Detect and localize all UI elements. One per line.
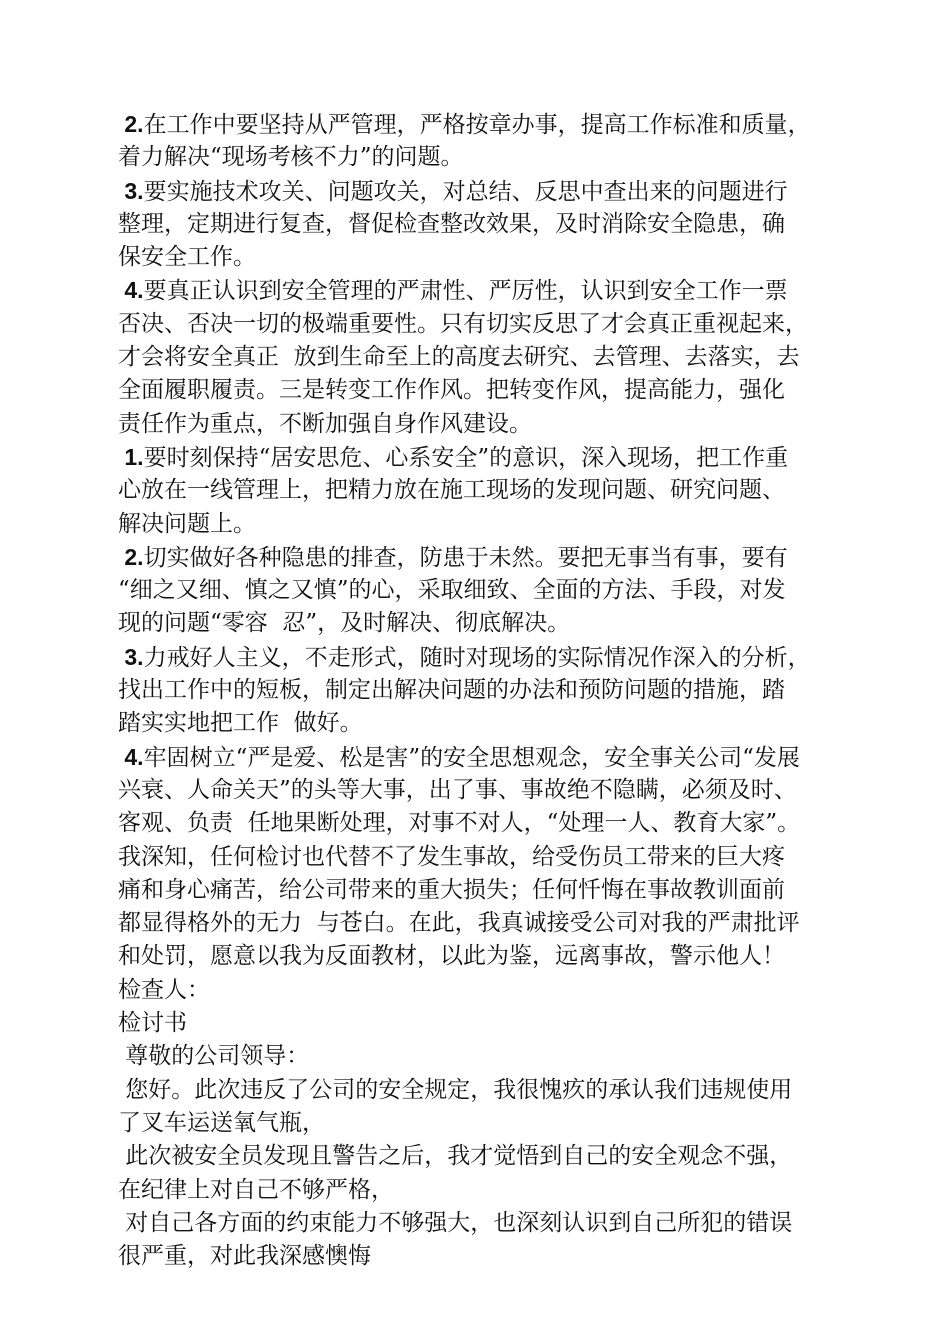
line-text: 力戒好人主义，不走形式，随时对现场的实际情况作深入的分析， (143, 644, 811, 671)
text-line (118, 308, 858, 341)
text-line (118, 141, 858, 174)
line-text: 才会将安全真正 放到生命至上的高度去研究、去管理、去落实，去 (118, 344, 800, 371)
text-line (118, 408, 858, 441)
item-number: 2. (118, 111, 144, 137)
text-line (118, 1140, 858, 1173)
text-line (118, 1240, 858, 1273)
line-text: 您好。此次违反了公司的安全规定，我很愧疚的承认我们违规使用 (118, 1076, 793, 1103)
text-line (118, 441, 858, 474)
text-line (118, 374, 858, 407)
line-text: 对自己各方面的约束能力不够强大，也深刻认识到自己所犯的错误 (118, 1209, 793, 1236)
text-line (118, 741, 858, 774)
line-text: 很严重，对此我深感懊悔 (118, 1243, 371, 1270)
line-text: 切实做好各种隐患的排查，防患于未然。要把无事当有事，要有 (143, 544, 788, 571)
text-line (118, 641, 858, 674)
text-line (118, 674, 858, 707)
text-line (118, 774, 858, 807)
item-number: 2. (118, 543, 144, 570)
text-line (118, 1040, 858, 1073)
line-text: 检讨书 (118, 1010, 187, 1037)
line-text: 都显得格外的无力 与苍白。在此，我真诚接受公司对我的严肃批评 (118, 910, 800, 937)
line-text: 要真正认识到安全管理的严肃性、严厉性，认识到安全工作一票 (143, 278, 788, 305)
text-line (118, 907, 858, 940)
text-line (118, 241, 858, 274)
text-line (118, 1007, 858, 1040)
line-text: 兴衰、人命关天”的头等大事，出了事、事故绝不隐瞒，必须及时、 (118, 776, 797, 803)
text-line (118, 1074, 858, 1107)
item-number: 3. (118, 177, 144, 204)
text-line (118, 175, 858, 208)
line-text: 要时刻保持“居安思危、心系安全”的意识，深入现场，把工作重 (143, 444, 789, 471)
line-text: 尊敬的公司领导： (118, 1043, 310, 1070)
line-text: 踏实实地把工作 做好。 (118, 710, 363, 737)
line-text: 我深知，任何检讨也代替不了发生事故，给受伤员工带来的巨大疼 (118, 843, 785, 870)
line-text: 检查人： (118, 976, 210, 1003)
line-text: 现的问题“零容 忍”，及时解决、彻底解决。 (118, 610, 571, 637)
text-line (118, 707, 858, 740)
line-text: 责任作为重点，不断加强自身作风建设。 (118, 410, 532, 437)
line-text: 牢固树立“严是爱、松是害”的安全思想观念，安全事关公司“发展 (143, 744, 800, 771)
line-text: 心放在一线管理上，把精力放在施工现场的发现问题、研究问题、 (118, 477, 785, 504)
line-text: 整理，定期进行复查，督促检查整改效果，及时消除安全隐患，确 (118, 210, 785, 237)
line-text: 否决、否决一切的极端重要性。只有切实反思了才会真正重视起来， (118, 310, 808, 337)
line-text: 找出工作中的短板，制定出解决问题的办法和预防问题的措施，踏 (118, 677, 785, 704)
text-line (118, 1174, 858, 1207)
text-line (118, 541, 858, 574)
line-text: 和处罚，愿意以我为反面教材，以此为鉴，远离事故，警示他人！ (118, 943, 785, 970)
item-number: 1. (118, 443, 144, 470)
line-text: 保安全工作。 (118, 244, 256, 271)
text-line (118, 274, 858, 307)
line-text: 在工作中要坚持从严管理，严格按章办事，提高工作标准和质量， (143, 112, 811, 138)
text-line (118, 108, 858, 141)
line-text: 此次被安全员发现且警告之后，我才觉悟到自己的安全观念不强， (118, 1143, 793, 1170)
text-line (118, 607, 858, 640)
text-line (118, 1107, 858, 1140)
line-text: 了叉车运送氧气瓶， (118, 1109, 325, 1136)
document-body (118, 108, 858, 1273)
text-line (118, 940, 858, 973)
text-line (118, 474, 858, 507)
line-text: 要实施技术攻关、问题攻关，对总结、反思中查出来的问题进行 (143, 178, 788, 205)
item-number: 4. (118, 277, 144, 304)
text-line (118, 208, 858, 241)
line-text: 在纪律上对自己不够严格， (118, 1176, 394, 1203)
line-text: “细之又细、慎之又慎”的心，采取细致、全面的方法、手段，对发 (118, 577, 786, 604)
line-text: 客观、负责 任地果断处理，对事不对人，“处理一人、教育大家”。 (118, 810, 801, 837)
text-line (118, 874, 858, 907)
text-line (118, 508, 858, 541)
text-line (118, 841, 858, 874)
item-number: 4. (118, 743, 144, 770)
text-line (118, 341, 858, 374)
item-number: 3. (118, 643, 144, 670)
line-text: 痛和身心痛苦，给公司带来的重大损失；任何忏悔在事故教训面前 (118, 876, 785, 903)
text-line (118, 974, 858, 1007)
text-line (118, 807, 858, 840)
line-text: 着力解决“现场考核不力”的问题。 (118, 144, 464, 171)
text-line (118, 574, 858, 607)
text-line (118, 1207, 858, 1240)
line-text: 全面履职履责。三是转变工作作风。把转变作风，提高能力，强化 (118, 377, 785, 404)
line-text: 解决问题上。 (118, 510, 256, 537)
